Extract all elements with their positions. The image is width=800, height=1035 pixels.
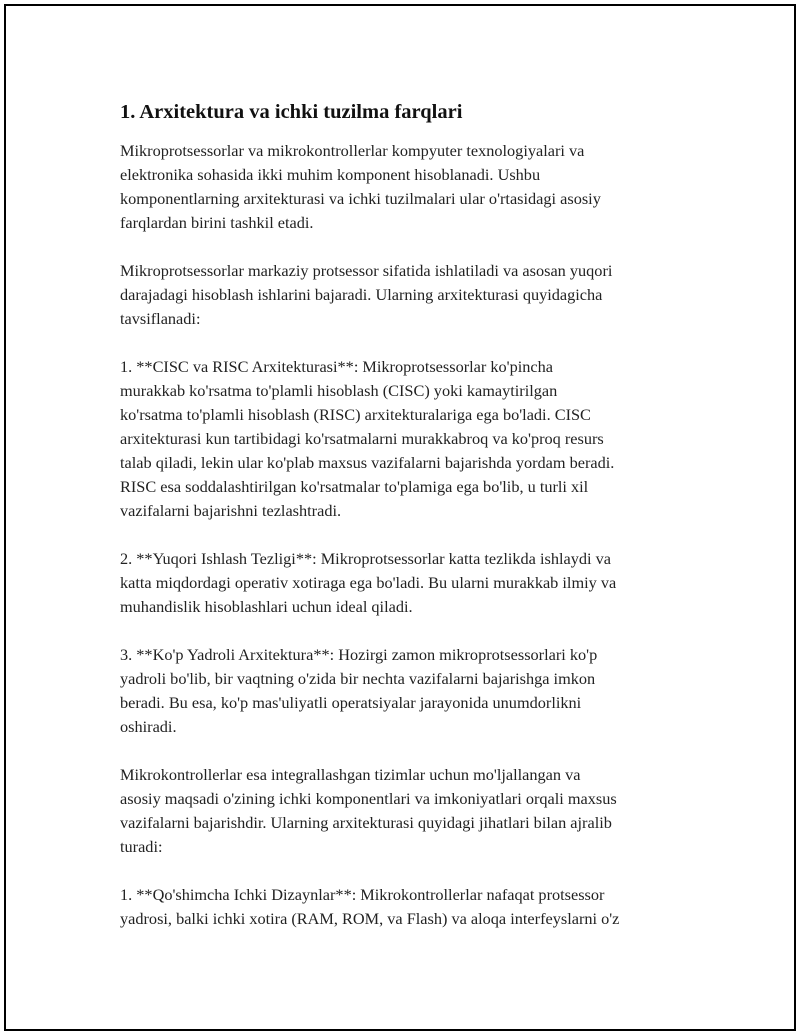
paragraph-multicore — [120, 643, 700, 739]
paragraph-microprocessors — [120, 259, 700, 331]
paragraph-line: tavsiflanadi: — [120, 309, 201, 328]
paragraph-line: elektronika sohasida ikki muhim komponent hisoblanadi. Ushbu — [120, 165, 541, 184]
page-frame — [4, 4, 796, 1031]
paragraph-internal-designs — [120, 883, 700, 931]
paragraph-line: murakkab ko'rsatma to'plamli hisoblash (CISC) yoki kamaytirilgan — [120, 381, 558, 400]
paragraph-cisc-risc — [120, 355, 700, 523]
paragraph-line: yadroli bo'lib, bir vaqtning o'zida bir nechta vazifalarni bajarishga imkon — [120, 669, 596, 688]
paragraph-line: Mikroprotsessorlar markaziy protsessor sifatida ishlatiladi va asosan yuqori — [120, 261, 613, 280]
section-heading: 1. Arxitektura va ichki tuzilma farqlari — [120, 101, 463, 123]
paragraph-line: turadi: — [120, 837, 163, 856]
paragraph-line: 1. **Qo'shimcha Ichki Dizaynlar**: Mikrokontrollerlar nafaqat protsessor — [120, 885, 605, 904]
paragraph-line: vazifalarni bajarishni tezlashtradi. — [120, 501, 342, 520]
paragraph-line: darajadagi hisoblash ishlarini bajaradi. Ularning arxitekturasi quyidagicha — [120, 285, 603, 304]
paragraph-line: ko'rsatma to'plamli hisoblash (RISC) arxitekturalariga ega bo'ladi. CISC — [120, 405, 591, 424]
paragraph-line: yadrosi, balki ichki xotira (RAM, ROM, va Flash) va aloqa interfeyslarni o'z — [120, 909, 620, 928]
document-body — [120, 98, 700, 955]
paragraph-line: 3. **Ko'p Yadroli Arxitektura**: Hozirgi zamon mikroprotsessorlari ko'p — [120, 645, 598, 664]
paragraph-line: RISC esa soddalashtirilgan ko'rsatmalar to'plamiga ega bo'lib, u turli xil — [120, 477, 589, 496]
paragraph-line: 2. **Yuqori Ishlash Tezligi**: Mikroprotsessorlar katta tezlikda ishlaydi va — [120, 549, 611, 568]
paragraph-line: oshiradi. — [120, 717, 177, 736]
paragraph-line: farqlardan birini tashkil etadi. — [120, 213, 314, 232]
paragraph-performance — [120, 547, 700, 619]
paragraph-line: vazifalarni bajarishdir. Ularning arxitekturasi quyidagi jihatlari bilan ajralib — [120, 813, 612, 832]
paragraph-line: arxitekturasi kun tartibidagi ko'rsatmalarni murakkabroq va ko'proq resurs — [120, 429, 604, 448]
paragraph-line: muhandislik hisoblashlari uchun ideal qiladi. — [120, 597, 413, 616]
paragraph-line: katta miqdordagi operativ xotiraga ega bo'ladi. Bu ularni murakkab ilmiy va — [120, 573, 617, 592]
paragraph-line: Mikrokontrollerlar esa integrallashgan tizimlar uchun mo'ljallangan va — [120, 765, 581, 784]
paragraph-line: asosiy maqsadi o'zining ichki komponentlari va imkoniyatlari orqali maxsus — [120, 789, 617, 808]
paragraph-microcontrollers — [120, 763, 700, 859]
paragraph-line: beradi. Bu esa, ko'p mas'uliyatli operatsiyalar jarayonida unumdorlikni — [120, 693, 582, 712]
paragraph-line: 1. **CISC va RISC Arxitekturasi**: Mikroprotsessorlar ko'pincha — [120, 357, 553, 376]
paragraph-line: Mikroprotsessorlar va mikrokontrollerlar kompyuter texnologiyalari va — [120, 141, 585, 160]
paragraph-line: komponentlarning arxitekturasi va ichki tuzilmalari ular o'rtasidagi asosiy — [120, 189, 601, 208]
paragraph-intro — [120, 139, 700, 235]
paragraph-line: talab qiladi, lekin ular ko'plab maxsus vazifalarni bajarishda yordam beradi. — [120, 453, 615, 472]
